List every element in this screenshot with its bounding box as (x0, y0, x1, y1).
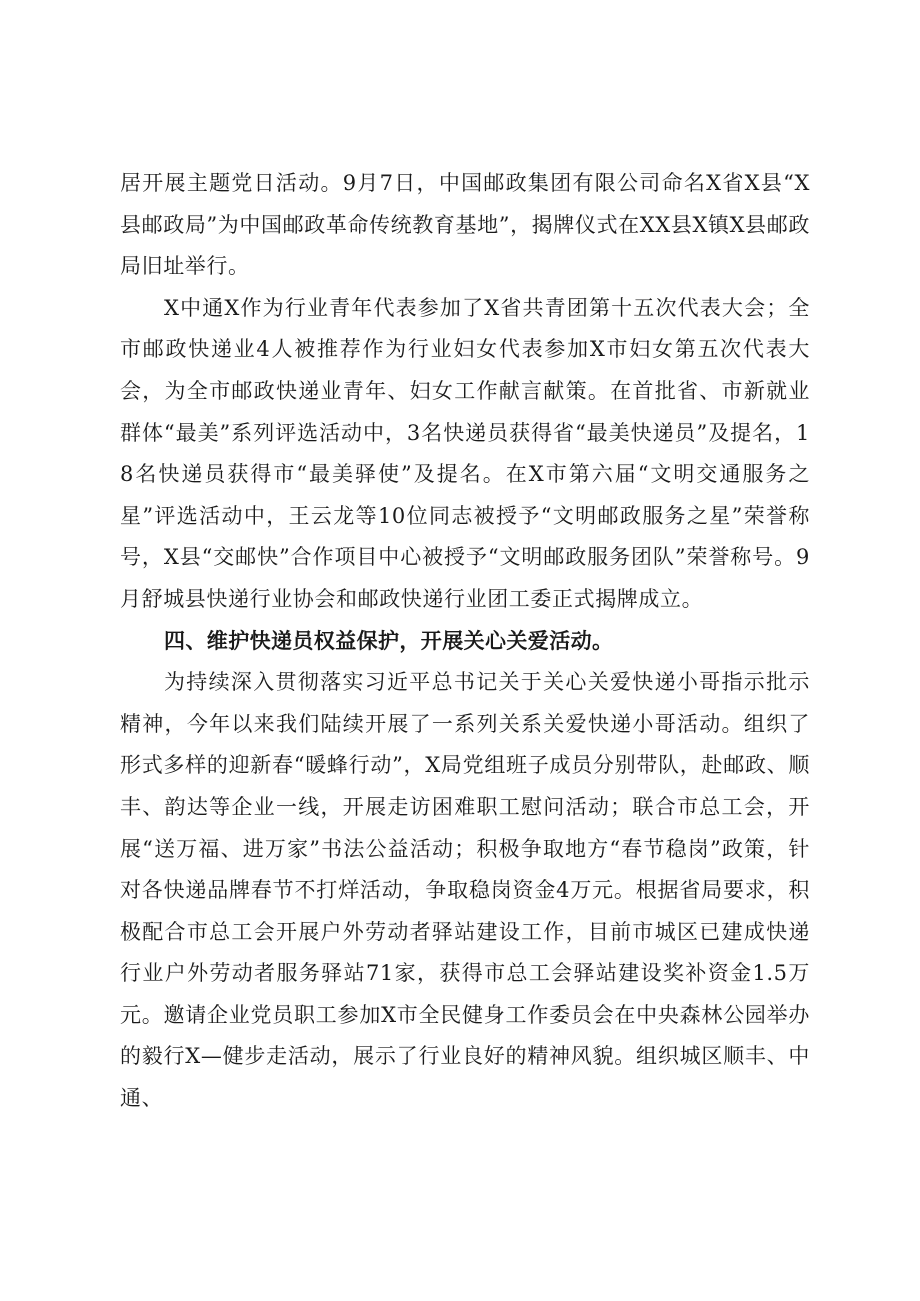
paragraph-care-activities: 为持续深入贯彻落实习近平总书记关于关心关爱快递小哥指示批示精神，今年以来我们陆续开展了一系列关系关爱快递小哥活动。组织了形式多样的迎新春“暖蜂行动”，X局党组班子成员分别带队，赴邮政、顺丰、韵达等企业一线，开展走访困难职工慰问活动；联合市总工会，开展“送万福、进万家”书法公益活动；积极争取地方“春节稳岗”政策，针对各快递品牌春节不打烊活动，争取稳岗资金4万元。根据省局要求，积极配合市总工会开展户外劳动者驿站建设工作，目前市城区已建成快递行业户外劳动者服务驿站71家，获得市总工会驿站建设奖补资金1.5万元。邀请企业党员职工参加X市全民健身工作委员会在中央森林公园举办的毅行X—健步走活动，展示了行业良好的精神风貌。组织城区顺丰、中通、 (120, 670, 810, 1111)
paragraph-youth-women-representatives: X中通X作为行业青年代表参加了X省共青团第十五次代表大会；全市邮政快递业4人被推荐作为行业妇女代表参加X市妇女第五次代表大会，为全市邮政快递业青年、妇女工作献言献策。在首批省、市新就业群体“最美”系列评选活动中，3名快递员获得省“最美快递员”及提名，18名快递员获得市“最美驿使”及提名。在X市第六届“文明交通服务之星”评选活动中，王云龙等10位同志被授予“文明邮政服务之星”荣誉称号，X县“交邮快”合作项目中心被授予“文明邮政服务团队”荣誉称号。9月舒城县快递行业协会和邮政快递行业团工委正式揭牌成立。 (120, 295, 810, 611)
section-heading-four: 四、维护快递员权益保护，开展关心关爱活动。 (164, 628, 614, 653)
paragraph-continuation: 居开展主题党日活动。9月7日，中国邮政集团有限公司命名X省X县“X县邮政局”为中国邮政革命传统教育基地”，揭牌仪式在XX县X镇X县邮政局旧址举行。 (120, 171, 810, 279)
document-body (120, 163, 810, 1120)
